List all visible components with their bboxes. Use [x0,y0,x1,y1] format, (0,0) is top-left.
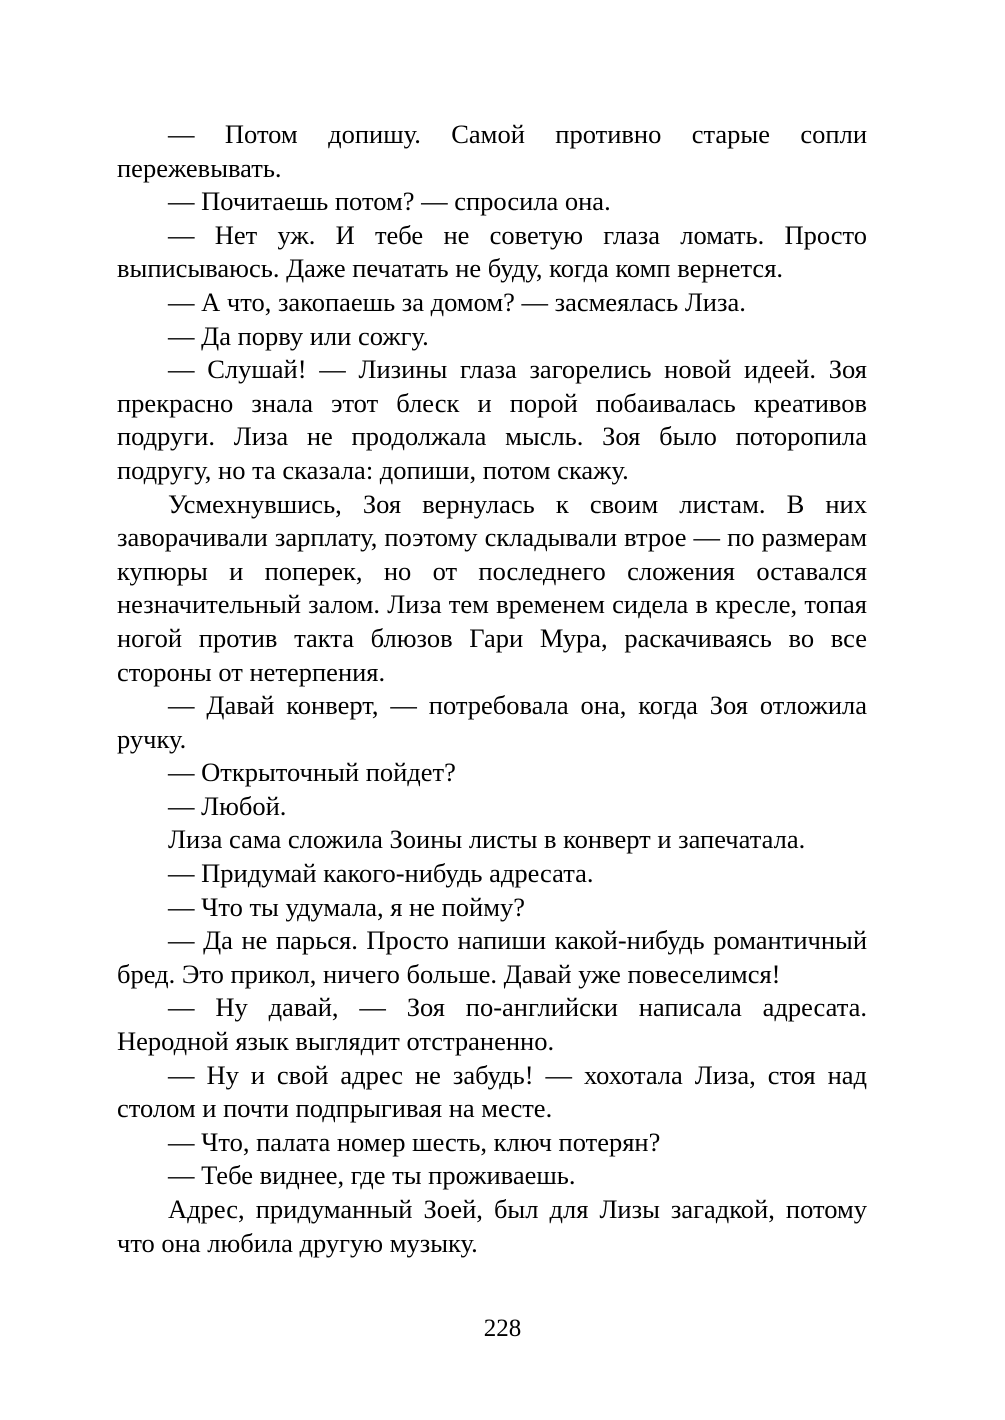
paragraph: — Почитаешь потом? — спросила она. [168,186,611,217]
paragraph: — Нет уж. И тебе не советую глаза ломать. Просто выписываюсь. Даже печатать не буду, когда комп вернется. [117,219,867,284]
paragraph: — Ну давай, — Зоя по-английски написала адресата. Неродной язык выглядит отстраненно. [117,992,867,1057]
paragraph: — Тебе виднее, где ты проживаешь. [168,1160,576,1191]
paragraph: — Открыточный пойдет? [168,757,456,788]
paragraph: — А что, закопаешь за домом? — засмеялась Лиза. [168,286,746,317]
paragraph: — Да не парься. Просто напиши какой-нибудь романтичный бред. Это прикол, ничего больше. Давай уже повеселимся! [117,925,867,989]
paragraph: — Да порву или сожгу. [168,320,429,351]
paragraph: — Придумай какого-нибудь адресата. [168,858,594,889]
paragraph: — Давай конверт, — потребовала она, когда Зоя отложила ручку. [117,690,867,754]
paragraph: Усмехнувшись, Зоя вернулась к своим листам. В них заворачивали зарплату, поэтому складывали втрое — по размерам купюры и поперек, но от последнего сложения оставался незначительный залом. Лиза тем временем сидела в кресле, топая ногой против такта блюзов Гари Мура, раскачиваясь во все стороны от нетерпения. [117,488,867,687]
paragraph: — Что, палата номер шесть, ключ потерян? [168,1126,661,1157]
paragraph: — Слушай! — Лизины глаза загорелись новой идеей. Зоя прекрасно знала этот блеск и порой побаивалась креативов подруги. Лиза не продолжала мысль. Зоя было поторопила подругу, но та сказала: допиши, потом скажу. [117,354,867,485]
paragraph: Адрес, придуманный Зоей, был для Лизы загадкой, потому что она любила другую музыку. [117,1194,867,1258]
paragraph: Лиза сама сложила Зоины листы в конверт и запечатала. [168,824,806,855]
paragraph: — Ну и свой адрес не забудь! — хохотала Лиза, стоя над столом и почти подпрыгивая на месте. [117,1059,867,1124]
page-text-block [117,118,867,1260]
paragraph: — Что ты удумала, я не пойму? [168,891,526,922]
page-number: 228 [483,1315,522,1342]
paragraph: — Любой. [168,790,287,821]
paragraph: — Потом допишу. Самой противно старые сопли пережевывать. [117,119,867,183]
